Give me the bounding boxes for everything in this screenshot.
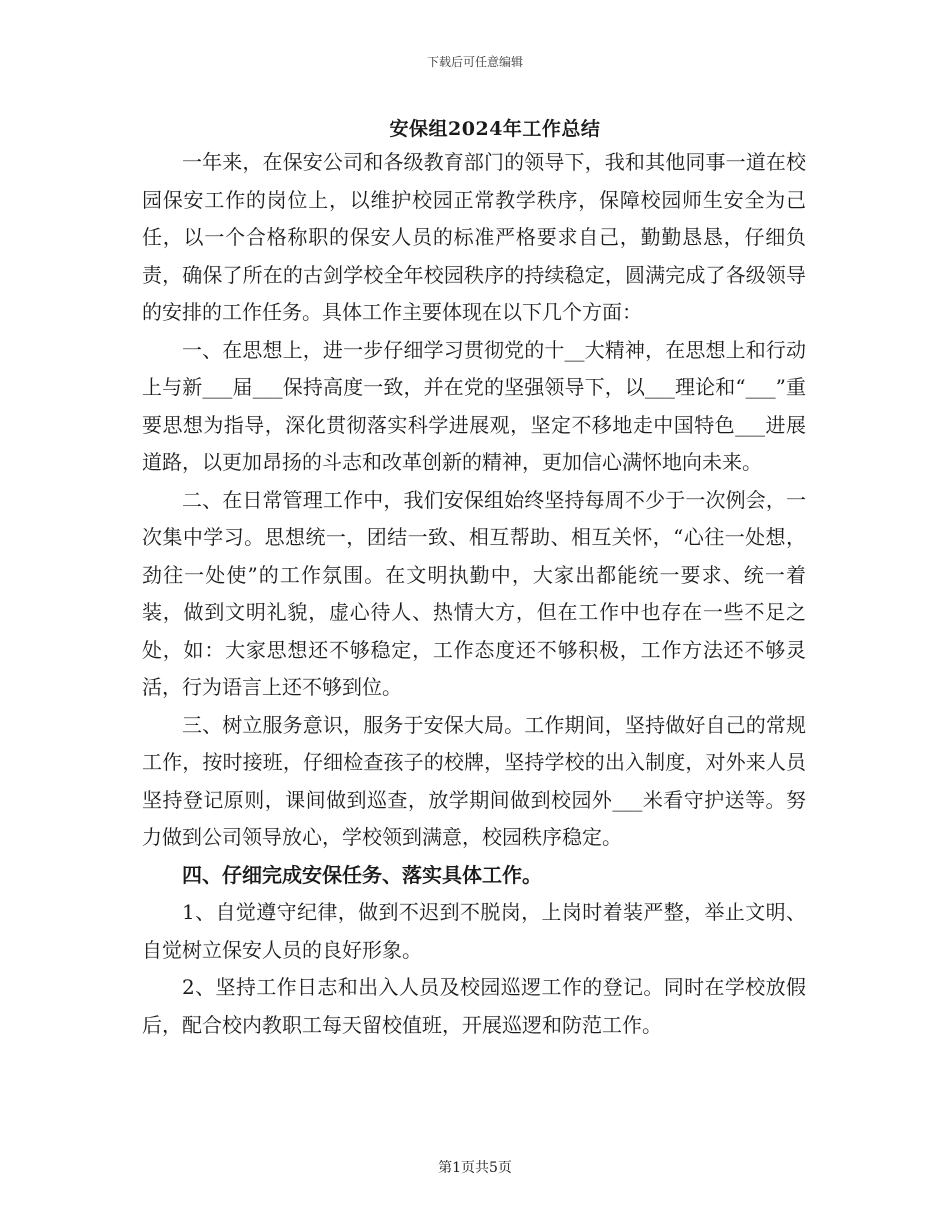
paragraph-section-3: 三、树立服务意识，服务于安保大局。工作期间，坚持做好自己的常规工作，按时接班，仔细检查孩子的校牌，坚持学校的出入制度，对外来人员坚持登记原则，课间做到巡查，放学期间做到校园外___米看守护送等。努力做到公司领导放心，学校领到满意，校园秩序稳定。 — [142, 712, 806, 849]
paragraph-item-2: 2、坚持工作日志和出入人员及校园巡逻工作的登记。同时在学校放假后，配合校内教职工每天留校值班，开展巡逻和防范工作。 — [142, 975, 806, 1037]
page-footer: 第1页共5页 — [438, 1160, 512, 1176]
document-title: 安保组2024年工作总结 — [389, 118, 601, 140]
document-body — [142, 144, 806, 1044]
paragraph-intro: 一年来，在保安公司和各级教育部门的领导下，我和其他同事一道在校园保安工作的岗位上，以维护校园正常教学秩序，保障校园师生安全为己任，以一个合格称职的保安人员的标准严格要求自己，勤勤恳恳，仔细负责，确保了所在的古剑学校全年校园秩序的持续稳定，圆满完成了各级领导的安排的工作任务。具体工作主要体现在以下几个方面： — [142, 150, 806, 324]
header-note: 下载后可任意编辑 — [426, 55, 523, 69]
paragraph-item-1: 1、自觉遵守纪律，做到不迟到不脱岗，上岗时着装严整，举止文明、自觉树立保安人员的良好形象。 — [142, 900, 806, 962]
paragraph-section-2: 二、在日常管理工作中，我们安保组始终坚持每周不少于一次例会，一次集中学习。思想统一，团结一致、相互帮助、相互关怀，“心往一处想，劲往一处使”的工作氛围。在文明执勤中，大家出都能统一要求、统一着装，做到文明礼貌，虚心待人、热情大方，但在工作中也存在一些不足之处，如：大家思想还不够稳定，工作态度还不够积极，工作方法还不够灵活，行为语言上还不够到位。 — [142, 487, 806, 699]
section-heading-4: 四、仔细完成安保任务、落实具体工作。 — [182, 862, 542, 887]
paragraph-section-1: 一、在思想上，进一步仔细学习贯彻党的十__大精神，在思想上和行动上与新___届___保持高度一致，并在党的坚强领导下，以___理论和“___”重要思想为指导，深化贯彻落实科学进展观，坚定不移地走中国特色___进展道路，以更加昂扬的斗志和改革创新的精神，更加信心满怀地向未来。 — [142, 337, 806, 474]
